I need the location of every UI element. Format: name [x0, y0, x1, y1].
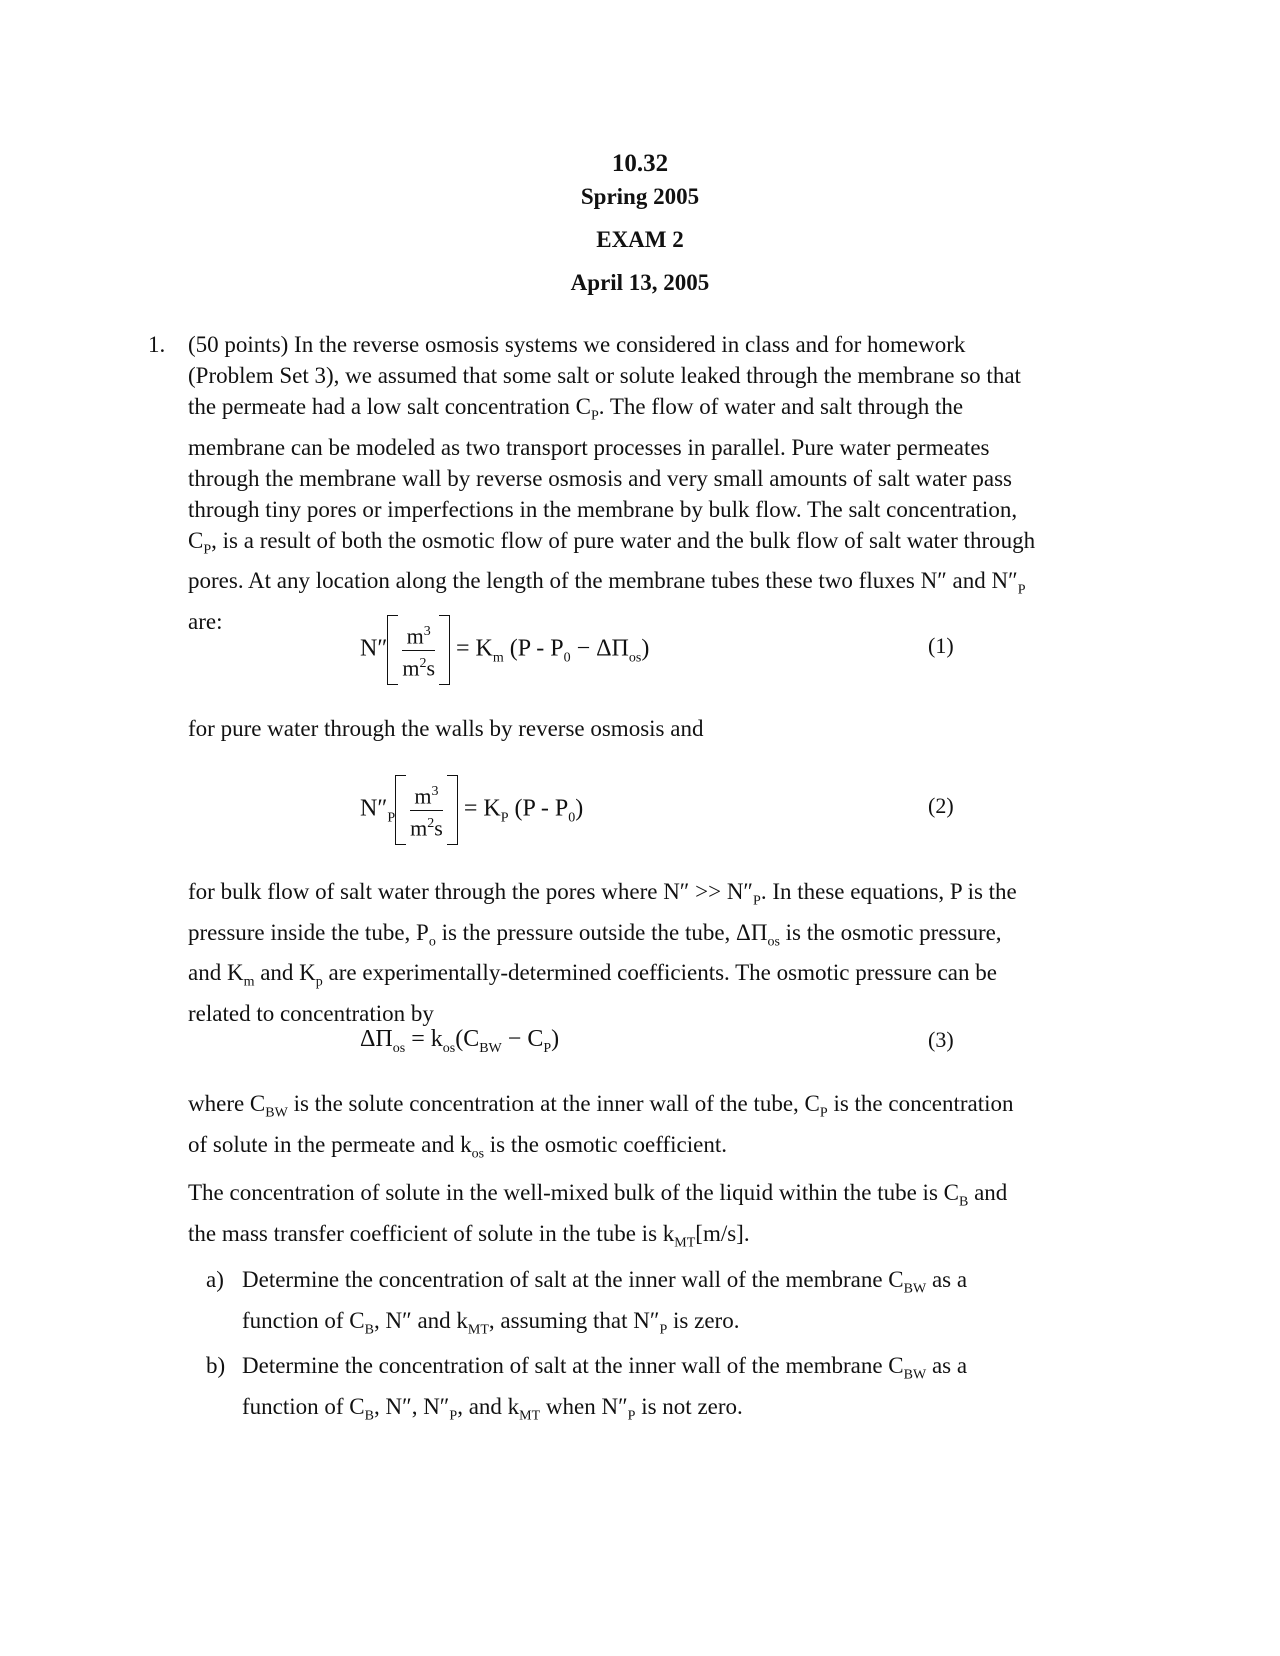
term: Spring 2005 [580, 184, 700, 209]
intro-line-2: (Problem Set 3), we assumed that some salt or solute leaked through the membrane so that [188, 363, 1021, 388]
intro-line-7: $C_P$, is a result of both the osmotic flow of pure water and the bulk flow of salt water through [188, 527, 1036, 558]
exam-date: April 13, 2005 [570, 270, 710, 295]
intro-line-4: membrane can be modeled as two transport processes in parallel. Pure water permeates [188, 434, 990, 460]
intro-line-9: are: [188, 608, 223, 634]
equation-2-number: (2) [928, 793, 954, 818]
equation-3-number: (3) [928, 1027, 954, 1052]
equation-1-number: (1) [928, 633, 954, 658]
course-number: 10.32 [611, 150, 669, 177]
question-number: 1. [148, 332, 166, 357]
intro-line-3: the permeate had a low salt concentration $C_P$. The flow of water and salt through the [188, 394, 964, 424]
part-a: Determine the concentration of salt at the inner wall of the membrane $C_{BW}$ as a function of $C_B$, N″ and $k_{MT}$, assuming that $N''_P$ is zero. [242, 1267, 968, 1338]
bulk-paragraph: The concentration of solute in the well-mixed bulk of the liquid within the tube is $C_B$ and the mass transfer coefficient of solute in the tube is $k_{MT}[m/s]$. [188, 1180, 1008, 1251]
after-eq2-text: for bulk flow of salt water through the pores where $N'' >> N''_P$. In these equations, P is the pressure inside the tube, $P_o$ is the pressure outside the tube, $\Delta\Pi_{os}$ is the osmotic pressure, and $K_m$ and $K_p$ are experimentally-determined coefficients. The osmotic pressure can be related to concentration by [188, 879, 1017, 1026]
exam-title: EXAM 2 [596, 227, 684, 252]
intro-line-6: through tiny pores or imperfections in the membrane by bulk flow. The salt concentration, [188, 496, 1018, 522]
equation-1: N″ $\frac{m^3}{m^2s}$ = $K_m$ $(P - P_0 - \Delta\Pi_{os})$ [360, 615, 649, 685]
after-eq1-text: for pure water through the walls by reverse osmosis and [188, 716, 704, 741]
part-b: Determine the concentration of salt at the inner wall of the membrane $C_{BW}$ as a function of $C_B$, N″, $N''_P$, and $k_{MT}$ when $N''_P$ is not zero. [242, 1353, 968, 1424]
intro-line-1: (50 points) In the reverse osmosis systems we considered in class and for homework [188, 332, 966, 357]
equation-2: $N''_P$ $\frac{m^3}{m^2s}$ = $K_P$ $(P - P_0)$ [360, 775, 583, 845]
part-b-label: b) [206, 1353, 226, 1378]
intro-line-5: through the membrane wall by reverse osmosis and very small amounts of salt water pass [188, 465, 1012, 491]
intro-line-8: pores. At any location along the length of the membrane tubes these two fluxes N″ and $N''_P$ [188, 568, 1026, 598]
question-intro [188, 329, 1128, 637]
equation-3: $\Delta\Pi_{os} = k_{os}(C_{BW} - C_P)$ [360, 1026, 560, 1056]
part-a-label: a) [206, 1267, 224, 1292]
after-eq3-text: where $C_{BW}$ is the solute concentration at the inner wall of the tube, $C_P$ is the concentration of solute in the permeate and $k_{os}$ is the osmotic coefficient. [188, 1091, 1014, 1162]
